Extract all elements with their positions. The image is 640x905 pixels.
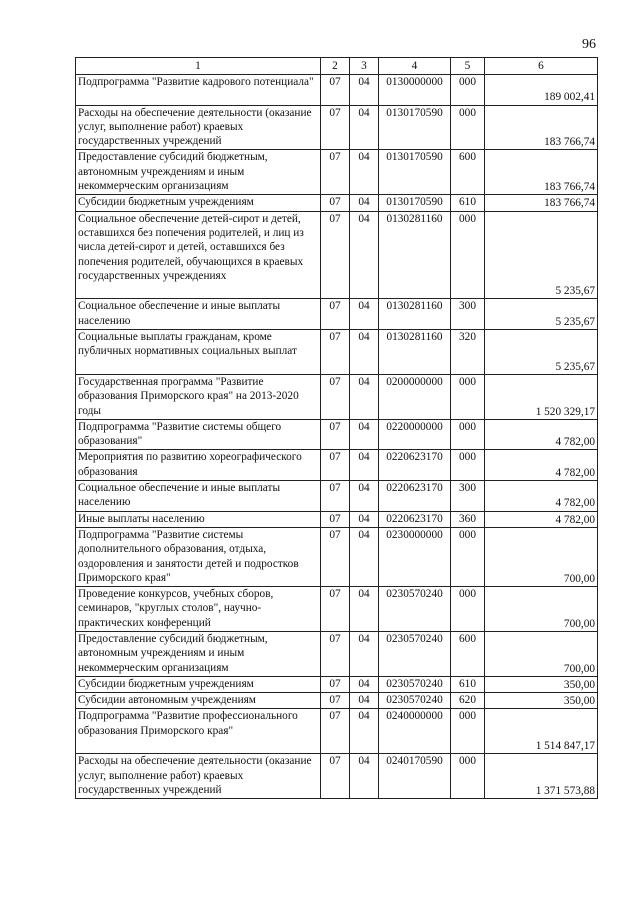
target-article-code: 0200000000 — [379, 374, 451, 419]
expense-type-code: 600 — [451, 150, 485, 195]
table-row — [76, 195, 598, 211]
table-row — [76, 693, 598, 709]
row-name: Социальное обеспечение и иные выплаты населению — [76, 299, 321, 330]
row-name: Мероприятия по развитию хореографического образования — [76, 450, 321, 481]
target-article-code: 0220623170 — [379, 450, 451, 481]
expense-type-code: 600 — [451, 632, 485, 677]
target-article-code: 0230570240 — [379, 676, 451, 692]
subsection-code: 04 — [350, 75, 379, 106]
expense-type-code: 000 — [451, 527, 485, 586]
section-code: 07 — [321, 676, 350, 692]
amount: 4 782,00 — [485, 419, 598, 450]
budget-table — [75, 57, 598, 799]
subsection-code: 04 — [350, 299, 379, 330]
row-name: Государственная программа "Развитие образования Приморского края" на 2013-2020 годы — [76, 374, 321, 419]
subsection-code: 04 — [350, 709, 379, 754]
expense-type-code: 000 — [451, 105, 485, 150]
amount: 350,00 — [485, 693, 598, 709]
subsection-code: 04 — [350, 374, 379, 419]
expense-type-code: 000 — [451, 587, 485, 632]
amount: 5 235,67 — [485, 330, 598, 375]
expense-type-code: 610 — [451, 195, 485, 211]
expense-type-code: 000 — [451, 75, 485, 106]
target-article-code: 0130281160 — [379, 330, 451, 375]
expense-type-code: 300 — [451, 481, 485, 512]
subsection-code: 04 — [350, 587, 379, 632]
row-name: Проведение конкурсов, учебных сборов, семинаров, "круглых столов", научно-практических конференций — [76, 587, 321, 632]
table-row — [76, 75, 598, 106]
column-header: 3 — [350, 58, 379, 75]
amount: 5 235,67 — [485, 299, 598, 330]
table-row — [76, 754, 598, 799]
amount: 1 514 847,17 — [485, 709, 598, 754]
column-header: 5 — [451, 58, 485, 75]
expense-type-code: 620 — [451, 693, 485, 709]
subsection-code: 04 — [350, 450, 379, 481]
table-header-row — [76, 58, 598, 75]
table-row — [76, 299, 598, 330]
table-row — [76, 632, 598, 677]
table-row — [76, 330, 598, 375]
section-code: 07 — [321, 195, 350, 211]
page-number: 96 — [582, 37, 596, 52]
amount: 183 766,74 — [485, 195, 598, 211]
target-article-code: 0130000000 — [379, 75, 451, 106]
section-code: 07 — [321, 419, 350, 450]
section-code: 07 — [321, 632, 350, 677]
expense-type-code: 360 — [451, 511, 485, 527]
column-header: 1 — [76, 58, 321, 75]
expense-type-code: 320 — [451, 330, 485, 375]
section-code: 07 — [321, 299, 350, 330]
expense-type-code: 000 — [451, 450, 485, 481]
target-article-code: 0230570240 — [379, 693, 451, 709]
expense-type-code: 000 — [451, 374, 485, 419]
table-row — [76, 419, 598, 450]
section-code: 07 — [321, 709, 350, 754]
target-article-code: 0240170590 — [379, 754, 451, 799]
expense-type-code: 300 — [451, 299, 485, 330]
subsection-code: 04 — [350, 511, 379, 527]
row-name: Подпрограмма "Развитие системы дополнительного образования, отдыха, оздоровления и занятости детей и подростков Приморского края" — [76, 527, 321, 586]
amount: 4 782,00 — [485, 481, 598, 512]
section-code: 07 — [321, 75, 350, 106]
row-name: Расходы на обеспечение деятельности (оказание услуг, выполнение работ) краевых государственных учреждений — [76, 754, 321, 799]
table-row — [76, 150, 598, 195]
amount: 1 371 573,88 — [485, 754, 598, 799]
expense-type-code: 000 — [451, 709, 485, 754]
table-row — [76, 676, 598, 692]
table-row — [76, 374, 598, 419]
target-article-code: 0240000000 — [379, 709, 451, 754]
amount: 189 002,41 — [485, 75, 598, 106]
target-article-code: 0130170590 — [379, 150, 451, 195]
row-name: Социальное обеспечение и иные выплаты населению — [76, 481, 321, 512]
column-header: 2 — [321, 58, 350, 75]
target-article-code: 0130281160 — [379, 299, 451, 330]
table-row — [76, 709, 598, 754]
subsection-code: 04 — [350, 754, 379, 799]
amount: 183 766,74 — [485, 105, 598, 150]
subsection-code: 04 — [350, 676, 379, 692]
target-article-code: 0230570240 — [379, 632, 451, 677]
table-row — [76, 587, 598, 632]
column-header: 6 — [485, 58, 598, 75]
table-row — [76, 511, 598, 527]
column-header: 4 — [379, 58, 451, 75]
table-row — [76, 105, 598, 150]
row-name: Иные выплаты населению — [76, 511, 321, 527]
section-code: 07 — [321, 587, 350, 632]
row-name: Предоставление субсидий бюджетным, автономным учреждениям и иным некоммерческим организациям — [76, 632, 321, 677]
target-article-code: 0230000000 — [379, 527, 451, 586]
row-name: Социальные выплаты гражданам, кроме публичных нормативных социальных выплат — [76, 330, 321, 375]
amount: 5 235,67 — [485, 211, 598, 299]
section-code: 07 — [321, 330, 350, 375]
amount: 1 520 329,17 — [485, 374, 598, 419]
subsection-code: 04 — [350, 632, 379, 677]
expense-type-code: 000 — [451, 754, 485, 799]
target-article-code: 0130170590 — [379, 195, 451, 211]
target-article-code: 0130281160 — [379, 211, 451, 299]
subsection-code: 04 — [350, 150, 379, 195]
expense-type-code: 000 — [451, 211, 485, 299]
table-row — [76, 527, 598, 586]
table-body — [76, 58, 598, 799]
row-name: Подпрограмма "Развитие профессионального образования Приморского края" — [76, 709, 321, 754]
table-row — [76, 481, 598, 512]
row-name: Подпрограмма "Развитие системы общего образования" — [76, 419, 321, 450]
subsection-code: 04 — [350, 693, 379, 709]
amount: 700,00 — [485, 527, 598, 586]
amount: 183 766,74 — [485, 150, 598, 195]
target-article-code: 0220623170 — [379, 481, 451, 512]
section-code: 07 — [321, 150, 350, 195]
expense-type-code: 610 — [451, 676, 485, 692]
subsection-code: 04 — [350, 195, 379, 211]
section-code: 07 — [321, 511, 350, 527]
row-name: Субсидии автономным учреждениям — [76, 693, 321, 709]
subsection-code: 04 — [350, 211, 379, 299]
row-name: Подпрограмма "Развитие кадрового потенциала" — [76, 75, 321, 106]
target-article-code: 0220000000 — [379, 419, 451, 450]
amount: 4 782,00 — [485, 450, 598, 481]
expense-type-code: 000 — [451, 419, 485, 450]
subsection-code: 04 — [350, 419, 379, 450]
amount: 700,00 — [485, 587, 598, 632]
section-code: 07 — [321, 211, 350, 299]
amount: 4 782,00 — [485, 511, 598, 527]
subsection-code: 04 — [350, 481, 379, 512]
section-code: 07 — [321, 527, 350, 586]
row-name: Субсидии бюджетным учреждениям — [76, 195, 321, 211]
target-article-code: 0230570240 — [379, 587, 451, 632]
table-row — [76, 211, 598, 299]
section-code: 07 — [321, 374, 350, 419]
target-article-code: 0130170590 — [379, 105, 451, 150]
amount: 350,00 — [485, 676, 598, 692]
subsection-code: 04 — [350, 105, 379, 150]
section-code: 07 — [321, 105, 350, 150]
subsection-code: 04 — [350, 527, 379, 586]
section-code: 07 — [321, 693, 350, 709]
row-name: Субсидии бюджетным учреждениям — [76, 676, 321, 692]
subsection-code: 04 — [350, 330, 379, 375]
amount: 700,00 — [485, 632, 598, 677]
row-name: Предоставление субсидий бюджетным, автономным учреждениям и иным некоммерческим организациям — [76, 150, 321, 195]
row-name: Расходы на обеспечение деятельности (оказание услуг, выполнение работ) краевых государственных учреждений — [76, 105, 321, 150]
row-name: Социальное обеспечение детей-сирот и детей, оставшихся без попечения родителей, и лиц из числа детей-сирот и детей, оставшихся без попечения родителей, обучающихся в краевых государственных учреждениях — [76, 211, 321, 299]
section-code: 07 — [321, 450, 350, 481]
table-row — [76, 450, 598, 481]
section-code: 07 — [321, 754, 350, 799]
section-code: 07 — [321, 481, 350, 512]
target-article-code: 0220623170 — [379, 511, 451, 527]
